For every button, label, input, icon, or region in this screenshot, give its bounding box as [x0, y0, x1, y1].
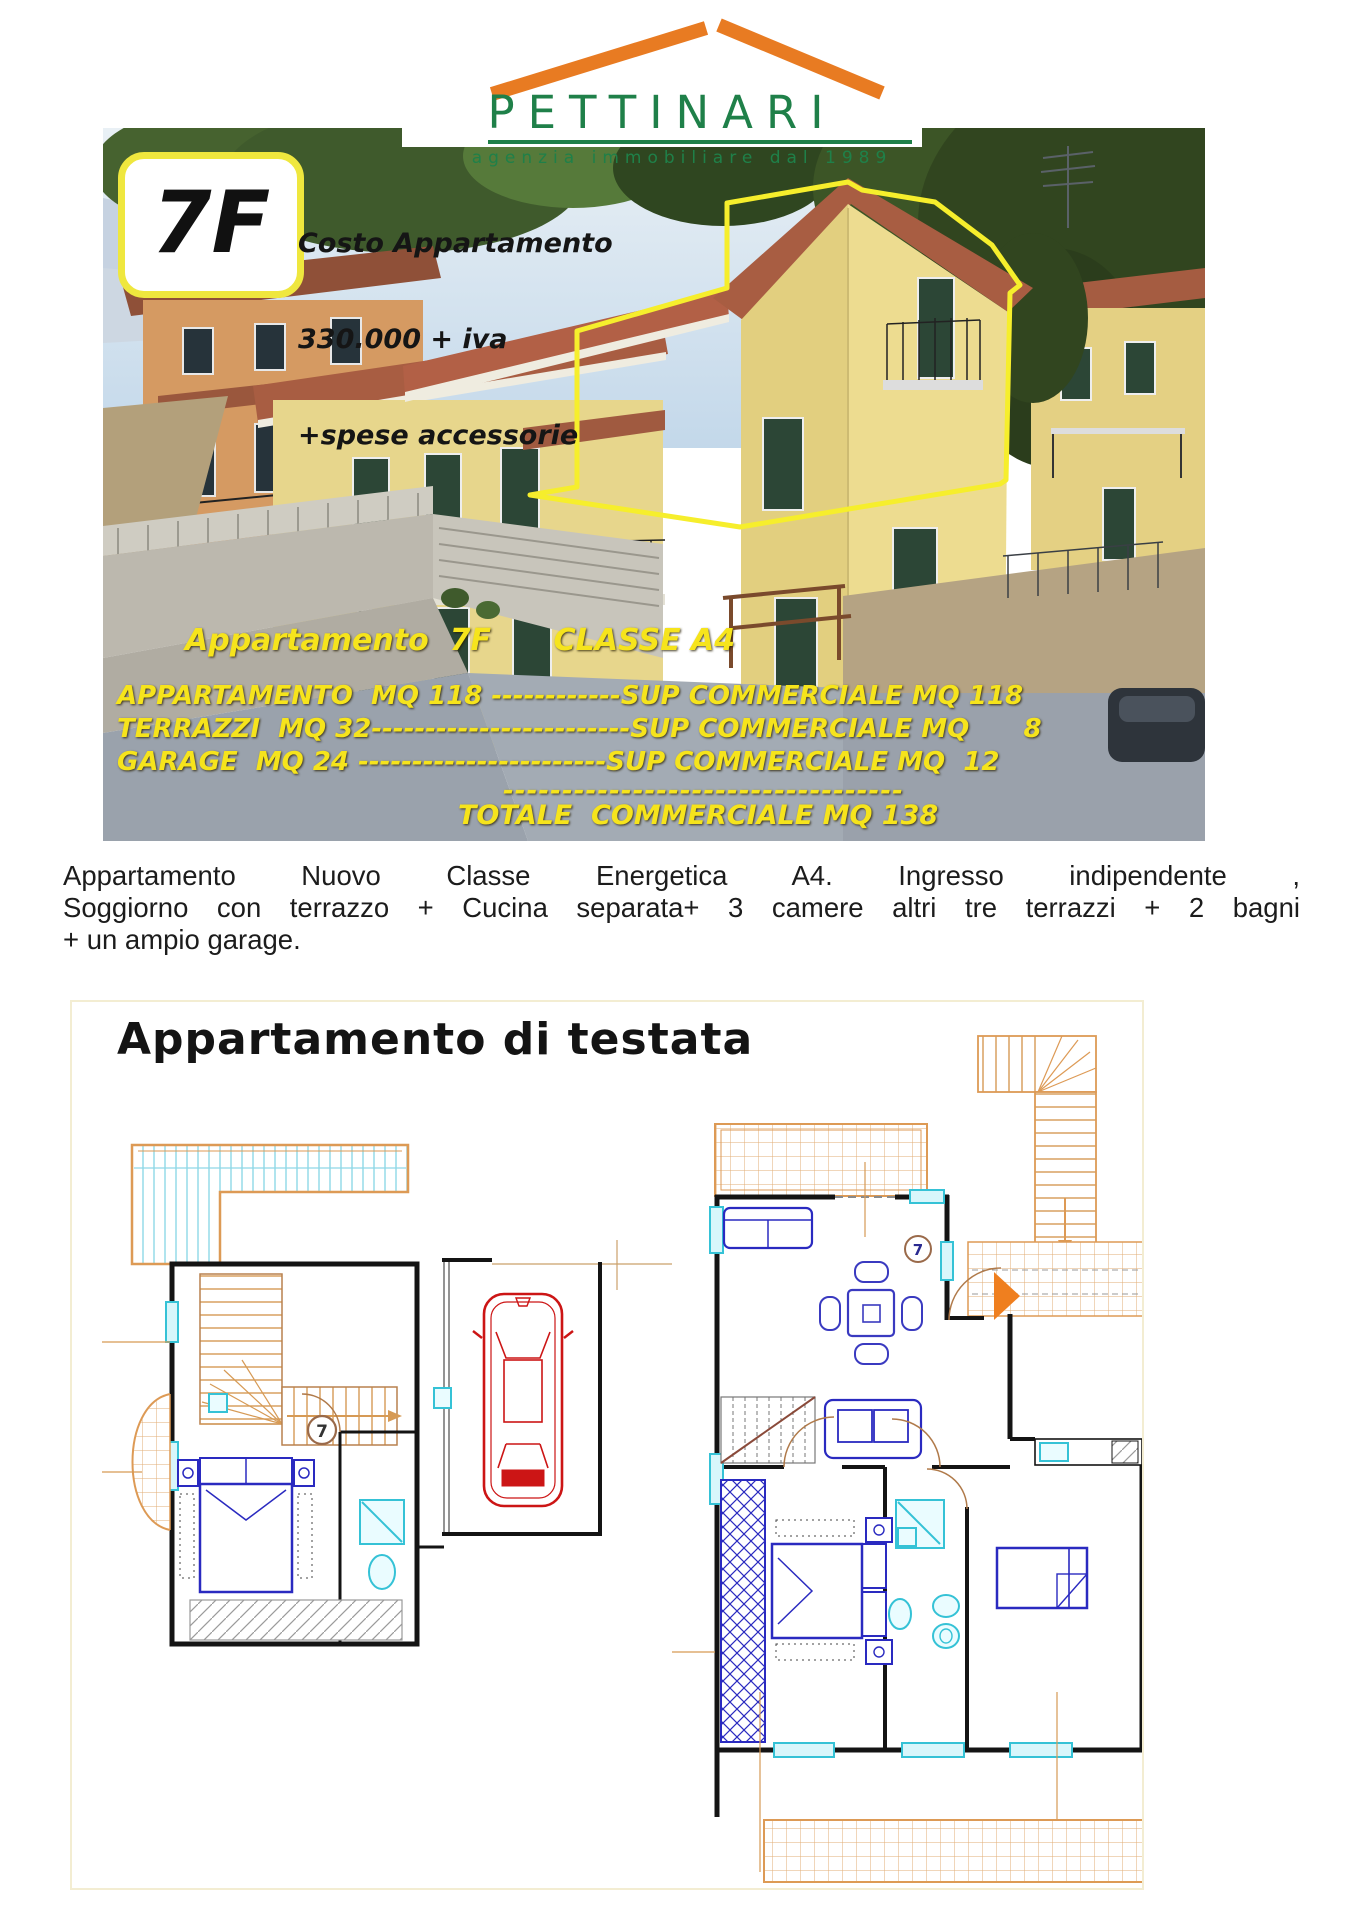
left-floor-plan — [102, 1145, 444, 1644]
agency-name: PETTINARI — [487, 86, 837, 139]
agency-tagline: agenzia immobiliare dal 1989 — [471, 148, 893, 168]
property-photo — [103, 128, 1205, 841]
cost-line-2: 330.000 + iva — [298, 324, 508, 355]
overlay-title: Appartamento 7F CLASSE A4 — [185, 623, 736, 658]
floorplan-drawing — [72, 1002, 1142, 1888]
floorplan-section — [70, 1000, 1144, 1890]
unit-badge — [118, 152, 304, 298]
plan-position-marker: 7 — [912, 1241, 924, 1259]
overlay-divider: ---------------------------------- — [503, 776, 904, 806]
description-line-1: Appartamento Nuovo Classe Energetica A4. Ingresso indipendente , — [63, 860, 1300, 891]
cost-block — [298, 164, 613, 516]
cost-line-1: Costo Appartamento — [298, 228, 613, 259]
description-line-3: + un ampio garage. — [63, 924, 301, 955]
right-floor-plan — [672, 1036, 1142, 1882]
overlay-total: TOTALE COMMERCIALE MQ 138 — [458, 800, 939, 831]
description-line-2: Soggiorno con terrazzo + Cucina separata+ 3 camere altri tre terrazzi + 2 bagni — [63, 892, 1300, 923]
overlay-row-garage: GARAGE MQ 24 -----------------------SUP COMMERCIALE MQ 12 — [117, 747, 1000, 777]
overlay-row-terraces: TERRAZZI MQ 32------------------------SUP COMMERCIALE MQ 8 — [117, 714, 1042, 744]
cost-line-3: +spese accessorie — [298, 420, 579, 451]
car-top-view — [473, 1294, 573, 1506]
unit-badge-label: 7F — [151, 173, 271, 273]
logo-underline — [488, 140, 912, 144]
plan-position-marker: 7 — [316, 1422, 328, 1442]
dining-table — [820, 1262, 922, 1364]
floorplan-title: Appartamento di testata — [117, 1014, 754, 1065]
description — [63, 860, 1300, 956]
parked-car — [1108, 688, 1205, 762]
overlay-row-apartment: APPARTAMENTO MQ 118 ------------SUP COMMERCIALE MQ 118 — [117, 681, 1024, 711]
garage-plan — [434, 1240, 672, 1534]
